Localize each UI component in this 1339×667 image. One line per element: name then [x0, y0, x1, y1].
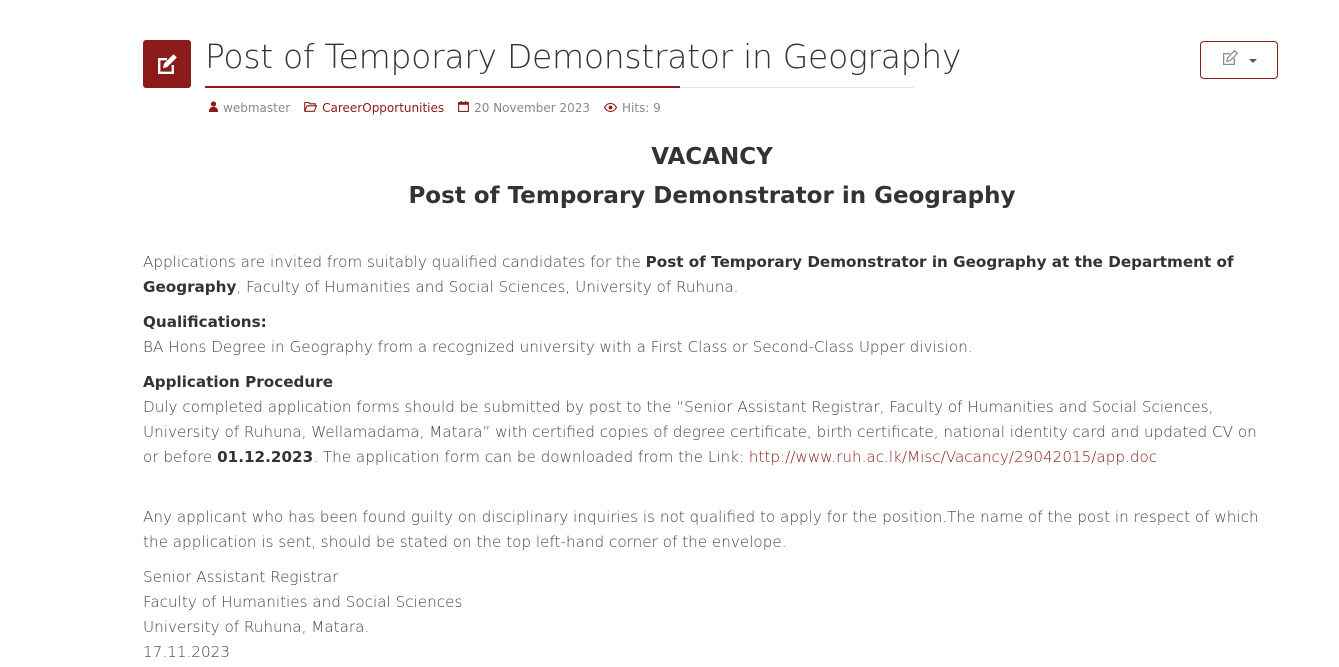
signature-line: Faculty of Humanities and Social Sciences [143, 593, 463, 611]
vacancy-heading: VACANCY [651, 144, 773, 170]
article-meta [209, 100, 675, 116]
pencil-icon [1221, 49, 1239, 71]
folder-open-icon [304, 101, 317, 115]
procedure-section [143, 370, 1273, 470]
signature-line: University of Ruhuna, Matara. [143, 618, 370, 636]
title-wrapper [205, 36, 962, 88]
article-edit-dropdown-button[interactable] [1200, 41, 1278, 79]
meta-hits-text: Hits: 9 [622, 101, 661, 115]
signature-line: Senior Assistant Registrar [143, 568, 339, 586]
disclaimer-paragraph: Any applicant who has been found guilty on disciplinary inquiries is not qualified to apply for the position.The name of the post in respect of which the application is sent, should be stated on the top left-hand corner of the envelope. [143, 508, 1259, 551]
intro-post-name: Post of Temporary Demonstrator in Geography at the Department of Geography [143, 253, 1234, 296]
procedure-text-start: Duly completed application forms should be submitted by post to the “Senior Assistant Registrar, Faculty of Humanities and Social Sciences, University of Ruhuna, Wellamadama, Matara” with certified copies of degree certificate, birth certificate, national identity card and updated CV on or before [143, 398, 1257, 466]
edit-square-icon [143, 40, 191, 88]
title-underline [205, 86, 680, 88]
user-icon [209, 101, 218, 115]
meta-category [304, 101, 444, 115]
qualifications-title: Qualifications: [143, 313, 267, 331]
meta-author-name: webmaster [223, 101, 291, 115]
intro-text-end: , Faculty of Humanities and Social Sciences, University of Ruhuna. [236, 278, 739, 296]
meta-date-text: 20 November 2023 [474, 101, 590, 115]
article-body [143, 140, 1273, 667]
procedure-text-end: . The application form can be downloaded from the Link: [313, 448, 749, 466]
eye-icon [604, 101, 617, 115]
intro-paragraph [143, 250, 1273, 300]
intro-text-start: Applications are invited from suitably qualified candidates for the [143, 253, 646, 271]
signature-date: 17.11.2023 [143, 643, 230, 661]
meta-hits [604, 101, 661, 115]
paragraph-spacer [143, 480, 1273, 505]
calendar-icon [458, 101, 469, 115]
application-form-link[interactable]: http://www.ruh.ac.lk/Misc/Vacancy/29042015/app.doc [748, 448, 1158, 466]
meta-author [209, 101, 290, 115]
post-heading: Post of Temporary Demonstrator in Geography [408, 183, 1016, 209]
meta-date [458, 101, 590, 115]
chevron-down-icon [1249, 59, 1257, 63]
procedure-deadline: 01.12.2023 [217, 448, 314, 466]
procedure-title: Application Procedure [143, 373, 333, 391]
signature-block [143, 565, 1273, 665]
meta-category-link[interactable]: CareerOpportunities [322, 101, 445, 115]
qualifications-section [143, 310, 1273, 360]
qualifications-text: BA Hons Degree in Geography from a recognized university with a First Class or Second-Class Upper division. [143, 338, 973, 356]
page-title: Post of Temporary Demonstrator in Geography [205, 37, 962, 76]
